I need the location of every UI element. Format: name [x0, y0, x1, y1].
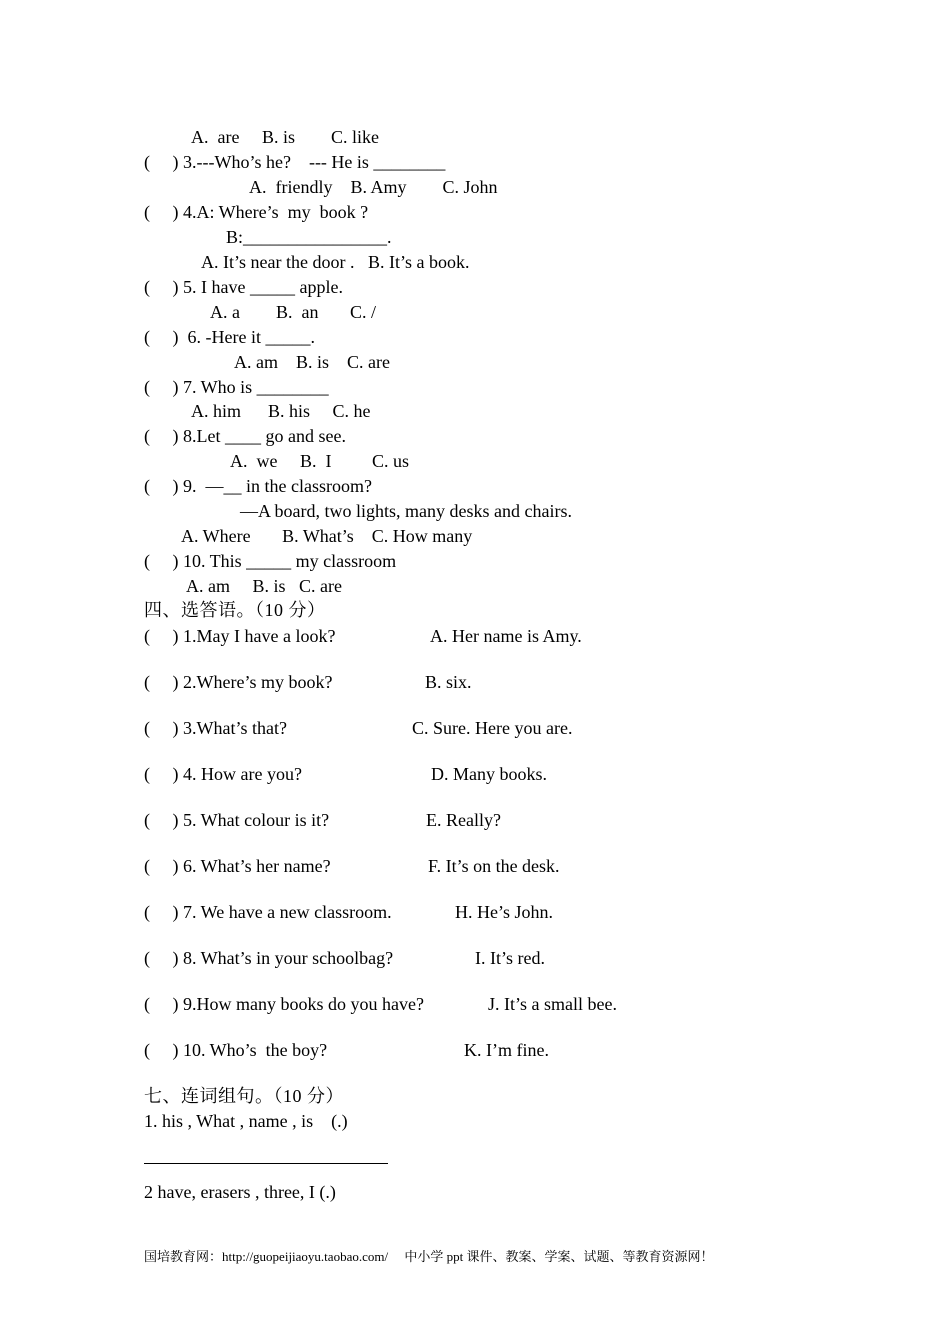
match-answer: A. Her name is Amy. — [430, 626, 582, 646]
q3-options: A. friendly B. Amy C. John — [249, 177, 498, 197]
q10-stem: ( ) 10. This _____ my classroom — [144, 551, 397, 571]
q4-answer-line: B:________________. — [226, 227, 392, 247]
match-question: ( ) 7. We have a new classroom. — [144, 902, 392, 922]
q5-stem: ( ) 5. I have _____ apple. — [144, 277, 343, 297]
q10-options: A. am B. is C. are — [186, 576, 342, 596]
q3-stem: ( ) 3.---Who’s he? --- He is ________ — [144, 152, 446, 172]
match-question: ( ) 1.May I have a look? — [144, 626, 336, 646]
q4-stem: ( ) 4.A: Where’s my book ? — [144, 202, 369, 222]
q5-options: A. a B. an C. / — [210, 302, 376, 322]
q6-options: A. am B. is C. are — [234, 352, 390, 372]
q8-stem: ( ) 8.Let ____ go and see. — [144, 426, 346, 446]
match-question: ( ) 3.What’s that? — [144, 718, 287, 738]
match-question: ( ) 4. How are you? — [144, 764, 302, 784]
q4-options: A. It’s near the door . B. It’s a book. — [201, 252, 470, 272]
answer-line — [144, 1163, 388, 1164]
sentence-item-1: 1. his , What , name , is (.) — [144, 1111, 348, 1131]
section-heading-part4: 四、选答语。（10 分） — [144, 600, 326, 620]
match-answer: C. Sure. Here you are. — [412, 718, 573, 738]
q9-answer: —A board, two lights, many desks and chairs. — [240, 501, 572, 521]
match-answer: I. It’s red. — [475, 948, 545, 968]
match-answer: F. It’s on the desk. — [428, 856, 560, 876]
match-answer: K. I’m fine. — [464, 1040, 549, 1060]
q6-stem: ( ) 6. -Here it _____. — [144, 327, 315, 347]
match-answer: J. It’s a small bee. — [488, 994, 617, 1014]
match-question: ( ) 6. What’s her name? — [144, 856, 331, 876]
match-question: ( ) 2.Where’s my book? — [144, 672, 333, 692]
match-answer: H. He’s John. — [455, 902, 553, 922]
match-question: ( ) 8. What’s in your schoolbag? — [144, 948, 394, 968]
q7-stem: ( ) 7. Who is ________ — [144, 377, 329, 397]
match-question: ( ) 5. What colour is it? — [144, 810, 330, 830]
sentence-item-2: 2 have, erasers , three, I (.) — [144, 1182, 336, 1202]
match-answer: D. Many books. — [431, 764, 547, 784]
match-answer: B. six. — [425, 672, 472, 692]
q2-options: A. are B. is C. like — [191, 127, 379, 147]
q9-stem: ( ) 9. —__ in the classroom? — [144, 476, 372, 496]
match-question: ( ) 9.How many books do you have? — [144, 994, 424, 1014]
match-answer: E. Really? — [426, 810, 501, 830]
page-footer: 国培教育网：http://guopeijiaoyu.taobao.com/ 中小学 ppt 课件、教案、学案、试题、等教育资源网！ — [144, 1249, 714, 1264]
match-question: ( ) 10. Who’s the boy? — [144, 1040, 328, 1060]
q7-options: A. him B. his C. he — [191, 401, 371, 421]
section-heading-part7: 七、连词组句。（10 分） — [144, 1086, 344, 1106]
q8-options: A. we B. I C. us — [230, 451, 409, 471]
q9-options: A. Where B. What’s C. How many — [181, 526, 473, 546]
